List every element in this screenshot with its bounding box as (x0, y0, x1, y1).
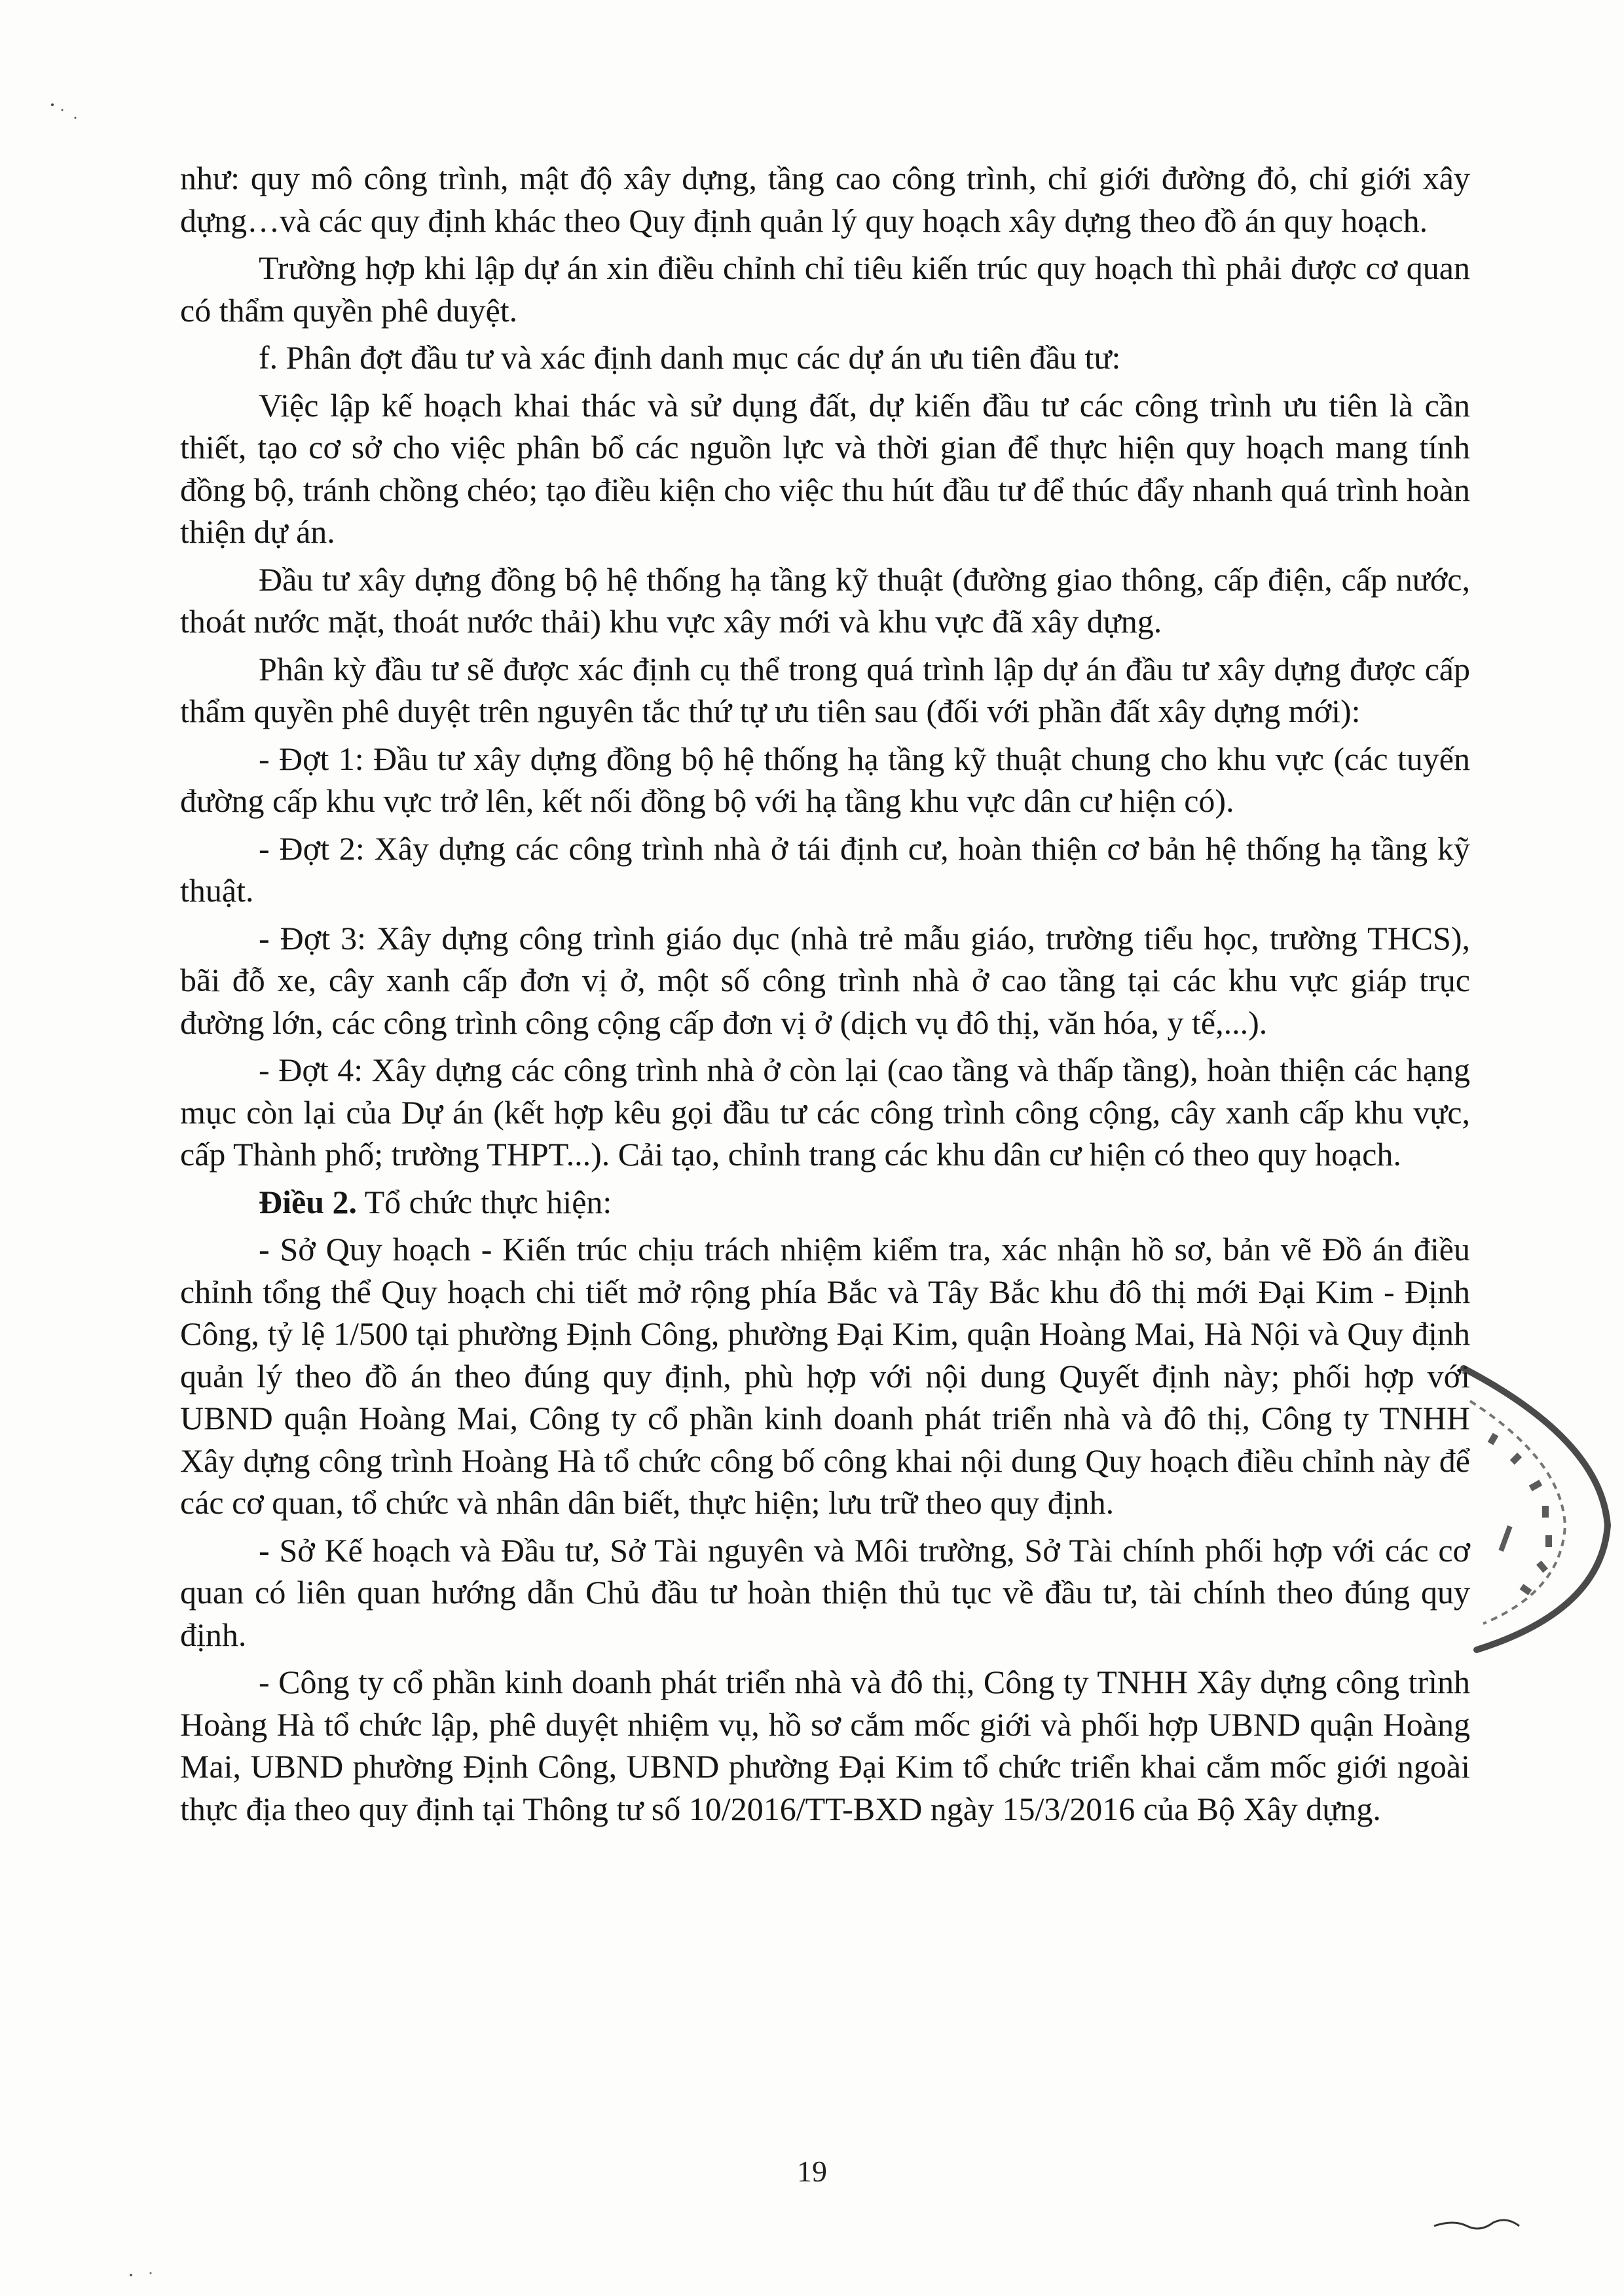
list-item: - Sở Kế hoạch và Đầu tư, Sở Tài nguyên và Môi trường, Sở Tài chính phối hợp với các cơ quan có liên quan hướng dẫn Chủ đầu tư hoàn thiện thủ tục về đầu tư, tài chính theo đúng quy định. (180, 1531, 1470, 1653)
paragraph: Phân kỳ đầu tư sẽ được xác định cụ thể trong quá trình lập dự án đầu tư xây dựng được cấp thẩm quyền phê duyệt trên nguyên tắc thứ tự ưu tiên sau (đối với phần đất xây dựng mới): (180, 650, 1470, 729)
scan-speck-icon (39, 92, 98, 131)
list-item: - Đợt 4: Xây dựng các công trình nhà ở còn lại (cao tầng và thấp tầng), hoàn thiện các hạng mục còn lại của Dự án (kết hợp kêu gọi đầu tư các công trình công cộng, cây xanh cấp khu vực, cấp Thành phố; trường THPT...). Cải tạo, chỉnh trang các khu dân cư hiện có theo quy hoạch. (180, 1051, 1470, 1173)
paragraph: như: quy mô công trình, mật độ xây dựng, tầng cao công trình, chỉ giới đường đỏ, chỉ giới xây dựng…và các quy định khác theo Quy định quản lý quy hoạch xây dựng theo đồ án quy hoạch. (180, 160, 1470, 239)
list-item: - Đợt 2: Xây dựng các công trình nhà ở tái định cư, hoàn thiện cơ bản hệ thống hạ tầng kỹ thuật. (180, 829, 1470, 909)
page-number: 19 (797, 2155, 827, 2188)
article-label: Điều 2. (259, 1183, 357, 1220)
article-title: Tổ chức thực hiện: (357, 1183, 612, 1220)
article-heading (180, 1181, 1470, 1224)
paragraph: Việc lập kế hoạch khai thác và sử dụng đất, dự kiến đầu tư các công trình ưu tiên là cần thiết, tạo cơ sở cho việc phân bổ các nguồn lực và thời gian để thực hiện quy hoạch mang tính đồng bộ, tránh chồng chéo; tạo điều kiện cho việc thu hút đầu tư để thúc đẩy nhanh quá trình hoàn thiện dự án. (180, 386, 1470, 550)
seal-stamp-icon (1450, 1362, 1621, 1663)
list-item: - Đợt 1: Đầu tư xây dựng đồng bộ hệ thống hạ tầng kỹ thuật chung cho khu vực (các tuyến đường cấp khu vực trở lên, kết nối đồng bộ với hạ tầng khu vực dân cư hiện có). (180, 740, 1470, 819)
list-item: - Sở Quy hoạch - Kiến trúc chịu trách nhiệm kiểm tra, xác nhận hồ sơ, bản vẽ Đồ án điều chỉnh tổng thể Quy hoạch chi tiết mở rộng phía Bắc và Tây Bắc khu đô thị mới Đại Kim - Định Công, tỷ lệ 1/500 tại phường Định Công, phường Đại Kim, quận Hoàng Mai, Hà Nội và Quy định quản lý theo đồ án theo đúng quy định, phù hợp với nội dung Quyết định này; phối hợp với UBND quận Hoàng Mai, Công ty cổ phần kinh doanh phát triển nhà và đô thị, Công ty TNHH Xây dựng công trình Hoàng Hà tổ chức công bố công khai nội dung Quy hoạch điều chỉnh này để các cơ quan, tổ chức và nhân dân biết, thực hiện; lưu trữ theo quy định. (180, 1231, 1470, 1521)
scan-speck-icon (124, 2265, 164, 2285)
paragraph: Trường hợp khi lập dự án xin điều chỉnh chỉ tiêu kiến trúc quy hoạch thì phải được cơ quan có thẩm quyền phê duyệt. (180, 249, 1470, 329)
section-heading: f. Phân đợt đầu tư và xác định danh mục các dự án ưu tiên đầu tư: (259, 339, 1121, 376)
list-item: - Đợt 3: Xây dựng công trình giáo dục (nhà trẻ mẫu giáo, trường tiểu học, trường THCS), bãi đỗ xe, cây xanh cấp đơn vị ở, một số công trình nhà ở cao tầng tại các khu vực giáp trục đường lớn, các công trình công cộng cấp đơn vị ở (dịch vụ đô thị, văn hóa, y tế,...). (180, 919, 1470, 1041)
document-body (180, 157, 1470, 1835)
paragraph: Đầu tư xây dựng đồng bộ hệ thống hạ tầng kỹ thuật (đường giao thông, cấp điện, cấp nước, thoát nước mặt, thoát nước thải) khu vực xây mới và khu vực đã xây dựng. (180, 560, 1470, 640)
list-item: - Công ty cổ phần kinh doanh phát triển nhà và đô thị, Công ty TNHH Xây dựng công trình Hoàng Hà tổ chức lập, phê duyệt nhiệm vụ, hồ sơ cắm mốc giới và phối hợp UBND quận Hoàng Mai, UBND phường Định Công, UBND phường Đại Kim tổ chức triển khai cắm mốc giới ngoài thực địa theo quy định tại Thông tư số 10/2016/TT-BXD ngày 15/3/2016 của Bộ Xây dựng. (180, 1664, 1470, 1827)
initials-mark-icon (1428, 2206, 1532, 2246)
